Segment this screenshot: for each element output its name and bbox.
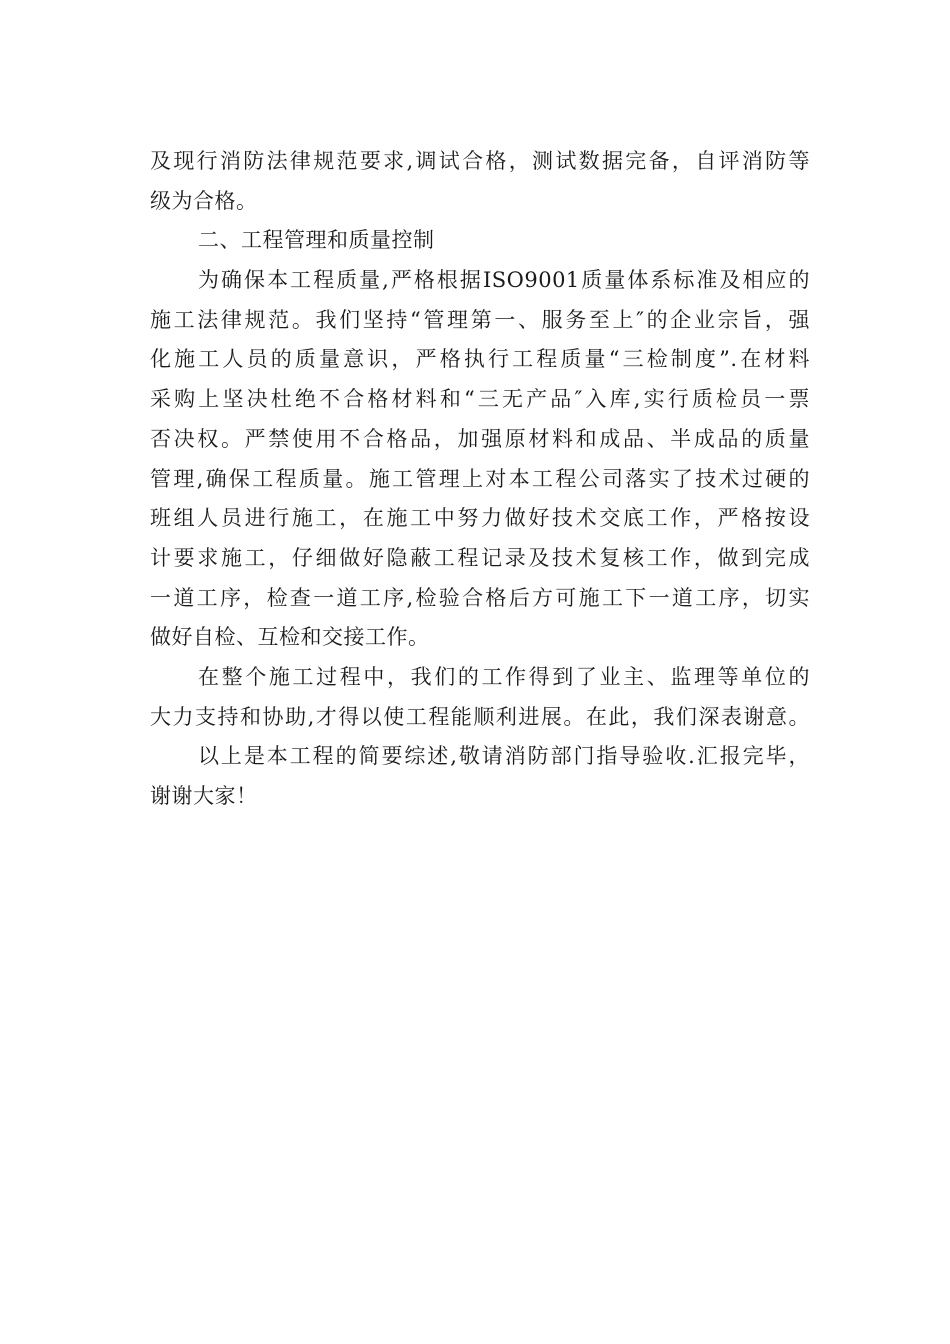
paragraph-line: 化施工人员的质量意识，严格执行工程质量“三检制度”.在材料: [150, 347, 810, 372]
paragraph-line: 及现行消防法律规范要求,调试合格，测试数据完备，自评消防等: [150, 149, 810, 173]
paragraph-line: 大力支持和协助,才得以使工程能顺利进展。在此，我们深表谢意。: [150, 704, 810, 729]
paragraph-line: 做好自检、互检和交接工作。: [150, 625, 430, 650]
paragraph-line: 否决权。严禁使用不合格品，加强原材料和成品、半成品的质量: [150, 426, 810, 451]
paragraph-line: 施工法律规范。我们坚持“管理第一、服务至上″的企业宗旨，强: [150, 307, 810, 332]
paragraph-line: 以上是本工程的简要综述,敬请消防部门指导验收.汇报完毕，: [198, 744, 810, 769]
paragraph-line: 班组人员进行施工，在施工中努力做好技术交底工作，严格按设: [150, 506, 810, 531]
paragraph-line: 管理,确保工程质量。施工管理上对本工程公司落实了技术过硬的: [150, 466, 810, 491]
paragraph-line: 在整个施工过程中，我们的工作得到了业主、监理等单位的: [198, 664, 810, 689]
paragraph-line: 采购上坚决杜绝不合格材料和“三无产品″入库,实行质检员一票: [150, 387, 810, 412]
paragraph-line: 一道工序，检查一道工序,检验合格后方可施工下一道工序，切实: [150, 585, 810, 610]
paragraph-line: 谢谢大家！: [150, 784, 258, 808]
section-heading: 二、工程管理和质量控制: [198, 228, 435, 253]
paragraph-line: 为确保本工程质量,严格根据ISO9001质量体系标准及相应的: [198, 268, 810, 293]
paragraph-line: 级为合格。: [150, 188, 258, 213]
document-body: [150, 142, 810, 817]
paragraph-line: 计要求施工，仔细做好隐蔽工程记录及技术复核工作，做到完成: [150, 545, 810, 570]
